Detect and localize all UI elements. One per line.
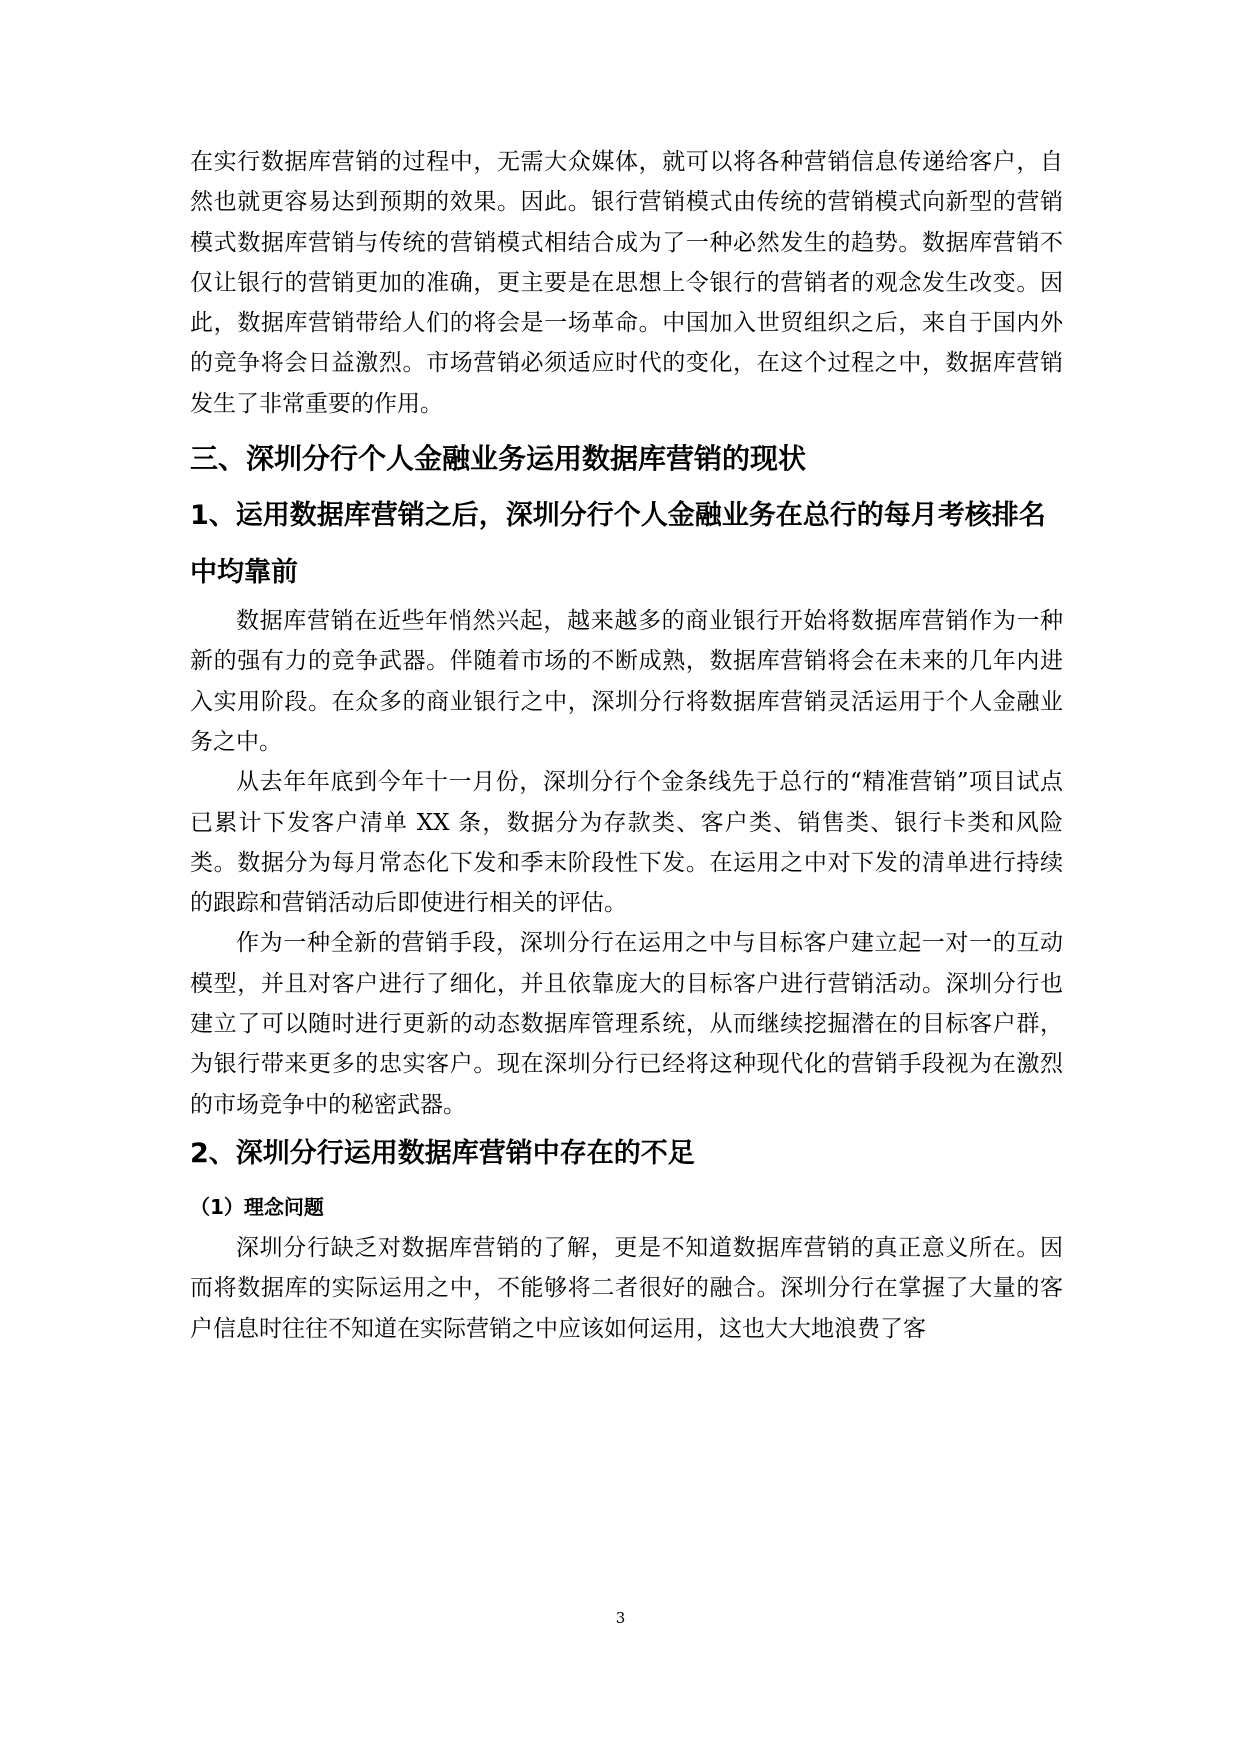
paragraph-1a: 数据库营销在近些年悄然兴起，越来越多的商业银行开始将数据库营销作为一种新的强有力的竞争武器。伴随着市场的不断成熟，数据库营销将会在未来的几年内进入实用阶段。在众多的商业银行之中，深圳分行将数据库营销灵活运用于个人金融业务之中。 xyxy=(190,608,1063,755)
section-3-heading: 三、深圳分行个人金融业务运用数据库营销的现状 xyxy=(190,442,807,476)
subsection-1-heading: 1、运用数据库营销之后，深圳分行个人金融业务在总行的每月考核排名中均靠前 xyxy=(190,500,1046,589)
paragraph-1b: 从去年年底到今年十一月份，深圳分行个金条线先于总行的“精准营销”项目试点已累计下发客户清单 XX 条，数据分为存款类、客户类、销售类、银行卡类和风险类。数据分为每月常态化下发和季末阶段性下发。在运用之中对下发的清单进行持续的跟踪和营销活动后即使进行相关的评估。 xyxy=(190,769,1063,917)
paragraph-intro: 在实行数据库营销的过程中，无需大众媒体，就可以将各种营销信息传递给客户，自然也就更容易达到预期的效果。因此。银行营销模式由传统的营销模式向新型的营销模式数据库营销与传统的营销模式相结合成为了一种必然发生的趋势。数据库营销不仅让银行的营销更加的准确，更主要是在思想上令银行的营销者的观念发生改变。因此，数据库营销带给人们的将会是一场革命。中国加入世贸组织之后，来自于国内外的竞争将会日益激烈。市场营销必须适应时代的变化，在这个过程之中，数据库营销发生了非常重要的作用。 xyxy=(190,149,1063,417)
subsection-2-heading: 2、深圳分行运用数据库营销中存在的不足 xyxy=(190,1137,695,1169)
page-number: 3 xyxy=(615,1609,626,1627)
paragraph-1c: 作为一种全新的营销手段，深圳分行在运用之中与目标客户建立起一对一的互动模型，并且对客户进行了细化，并且依靠庞大的目标客户进行营销活动。深圳分行也建立了可以随时进行更新的动态数据库管理系统，从而继续挖掘潜在的目标客户群，为银行带来更多的忠实客户。现在深圳分行已经将这种现代化的营销手段视为在激烈的市场竞争中的秘密武器。 xyxy=(190,930,1063,1118)
document-page xyxy=(190,142,1063,1349)
subsection-2-1-heading: （1）理念问题 xyxy=(190,1194,324,1219)
paragraph-2a: 深圳分行缺乏对数据库营销的了解，更是不知道数据库营销的真正意义所在。因而将数据库的实际运用之中，不能够将二者很好的融合。深圳分行在掌握了大量的客户信息时往往不知道在实际营销之中应该如何运用，这也大大地浪费了客 xyxy=(190,1234,1063,1342)
